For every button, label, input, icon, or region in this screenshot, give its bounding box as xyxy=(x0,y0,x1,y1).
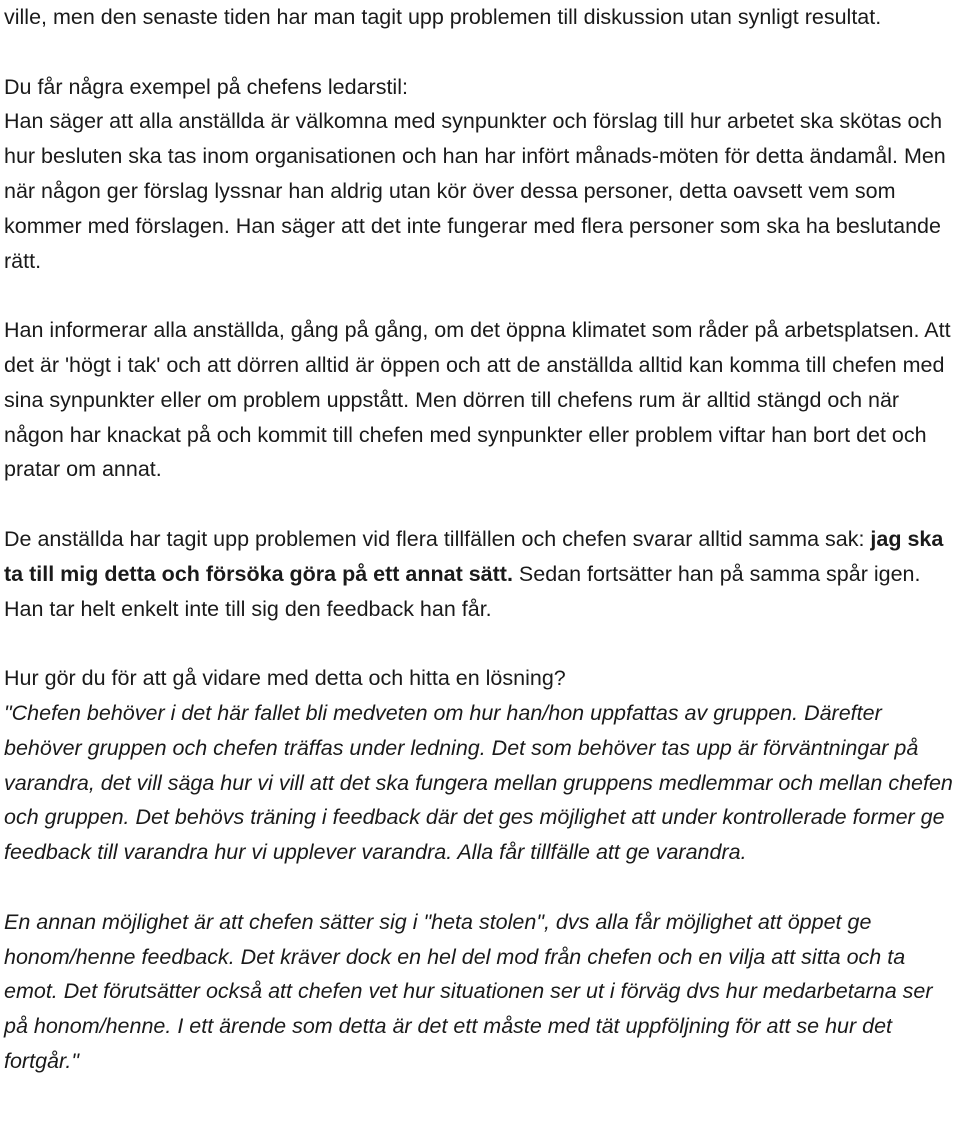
paragraph-gap xyxy=(4,35,956,70)
paragraph-employee-feedback xyxy=(4,522,956,626)
paragraph-continuation: ville, men den senaste tiden har man tagit upp problemen till diskussion utan synligt resultat. xyxy=(4,5,882,29)
paragraph-examples-intro: Du får några exempel på chefens ledarstil: xyxy=(4,74,408,99)
paragraph-gap xyxy=(4,870,956,905)
boss-quote-bold: jag ska ta till mig detta och försöka göra på ett annat sätt. xyxy=(4,526,944,586)
paragraph-gap xyxy=(4,626,956,661)
answer-paragraph-2: En annan möjlighet är att chefen sätter sig i "heta stolen", dvs alla får möjlighet att öppet ge honom/henne feedback. Det kräver dock en hel del mod från chefen och en vilja att sitta och ta emot. Det förutsätter också att chefen vet hur situationen ser ut i förväg dvs hur medarbetarna ser på honom/henne. I ett ärende som detta är det ett måste med tät uppföljning för att se hur det fortgår." xyxy=(4,909,933,1073)
question-text: Hur gör du för att gå vidare med detta och hitta en lösning? xyxy=(4,666,566,691)
document-page xyxy=(4,0,956,1079)
paragraph-open-climate: Han informerar alla anställda, gång på gång, om det öppna klimatet som råder på arbetsplatsen. Att det är 'högt i tak' och att dörren alltid är öppen och att de anställda alltid kan komma till chefen med sina synpunkter eller om problem uppstått. Men dörren till chefens rum är alltid stängd och när någon har knackat på och kommit till chefen med synpunkter eller problem viftar han bort det och pratar om annat. xyxy=(4,318,951,482)
paragraph-gap xyxy=(4,278,956,313)
paragraph-gap xyxy=(4,487,956,522)
paragraph-feedback-start: De anställda har tagit upp problemen vid flera tillfällen och chefen svarar alltid samma sak: xyxy=(4,526,871,551)
paragraph-leadership-style: Han säger att alla anställda är välkomna med synpunkter och förslag till hur arbetet ska skötas och hur besluten ska tas inom organisationen och han har infört månads-möten för detta ändamål. Men när någon ger förslag lyssnar han aldrig utan kör över dessa personer, detta oavsett vem som kommer med förslagen. Han säger att det inte fungerar med flera personer som ska ha beslutande rätt. xyxy=(4,109,946,273)
answer-paragraph-1: "Chefen behöver i det här fallet bli medveten om hur han/hon uppfattas av gruppen. Därefter behöver gruppen och chefen träffas under ledning. Det som behöver tas upp är förväntningar på varandra, det vill säga hur vi vill att det ska fungera mellan gruppens medlemmar och mellan chefen och gruppen. Det behövs träning i feedback där det ges möjlighet att under kontrollerade former ge feedback till varandra hur vi upplever varandra. Alla får tillfälle att ge varandra. xyxy=(4,700,953,865)
paragraph-feedback-end: Sedan fortsätter han på samma spår igen. Han tar helt enkelt inte till sig den feedback han får. xyxy=(4,561,921,621)
